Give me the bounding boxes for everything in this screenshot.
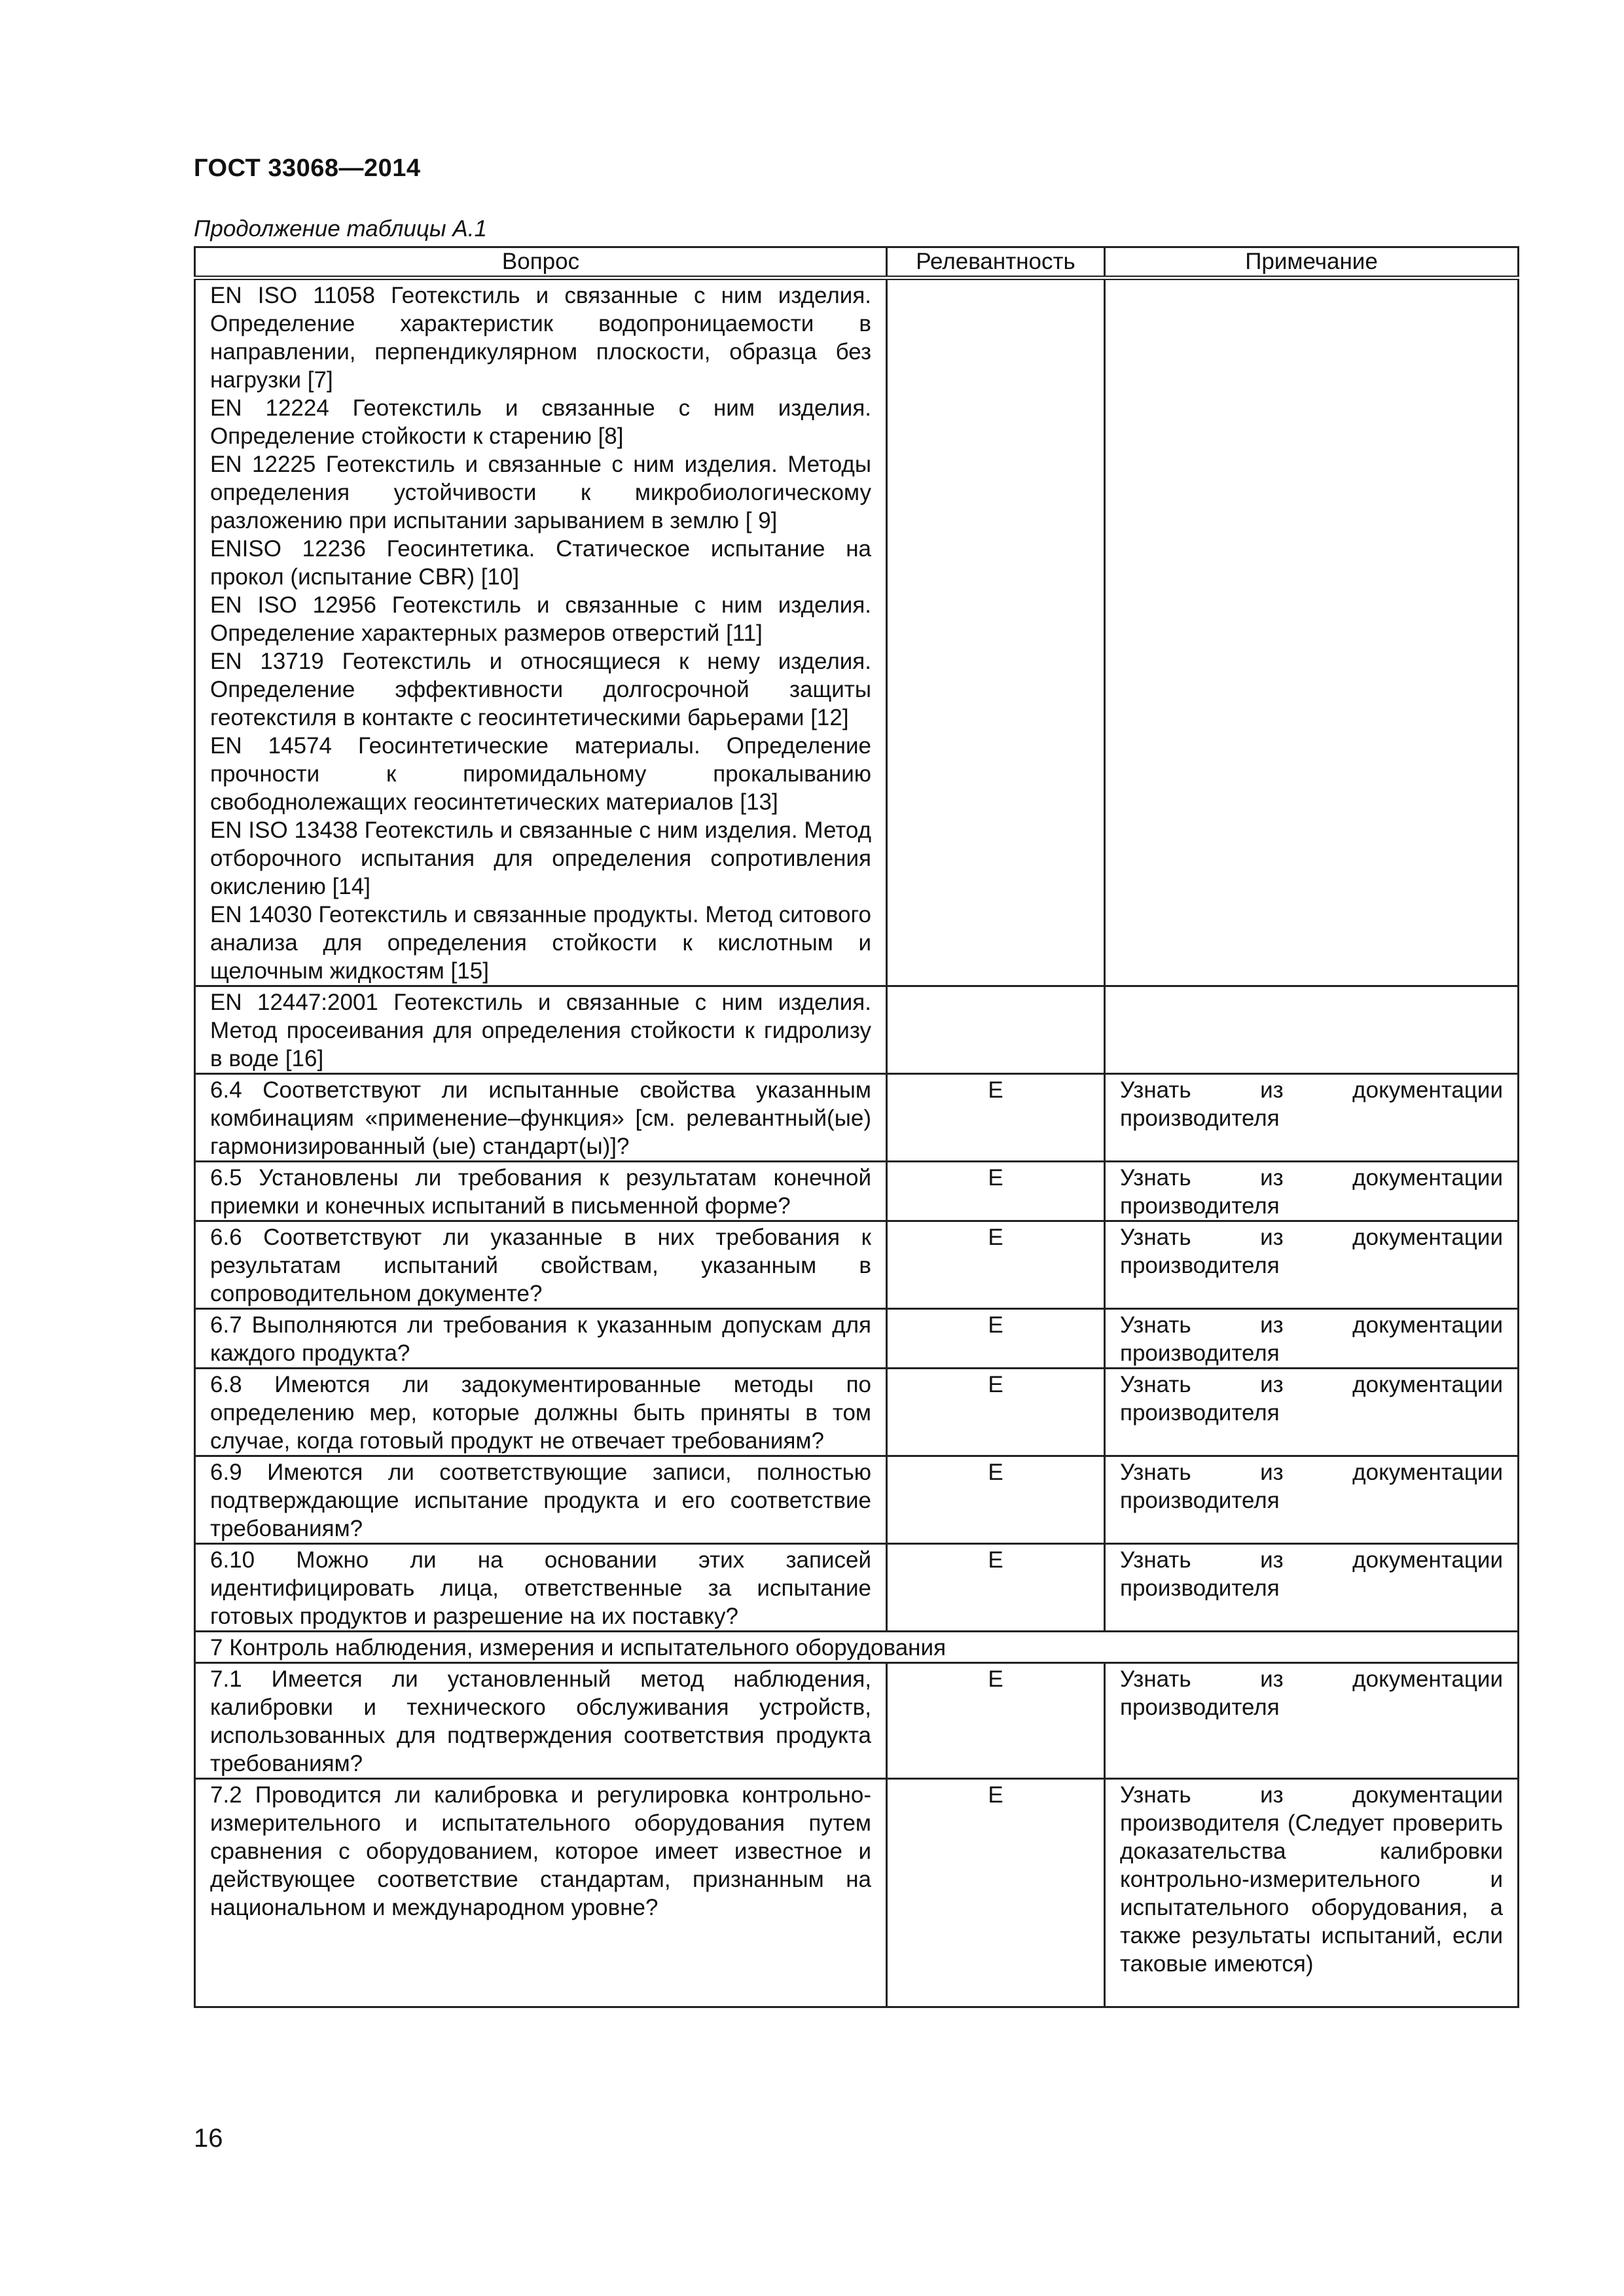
relevance-cell: E [887,1544,1105,1632]
standard-reference: EN 14030 Геотекстиль и связанные продукты. Метод ситового анализа для определения стойкости к кислотным и щелочным жидкостям [15] [210,902,871,984]
note-cell: Узнать из документации производителя [1105,1221,1519,1309]
note-cell: Узнать из документации производителя [1105,1369,1519,1456]
table-row [195,1779,1519,2007]
standard-reference: EN ISO 11058 Геотекстиль и связанные с ним изделия. Определение характеристик водопроницаемости в направлении, перпендикулярном плоскости, образца без нагрузки [7] [210,283,871,393]
question-cell: 7.2 Проводится ли калибровка и регулировка контрольно-измерительного и испытательного оборудования путем сравнения с оборудованием, которое имеет известное и действующее соответствие стандартам, признанным на национальном и международном уровне? [195,1779,887,2007]
relevance-cell: E [887,1162,1105,1221]
note-cell: Узнать из документации производителя [1105,1309,1519,1369]
question-cell: 6.4 Соответствуют ли испытанные свойства указанным комбинациям «применение–функция» [см. релевантный(ые) гармонизированный (ые) стандарт(ы)]? [195,1074,887,1162]
relevance-cell: E [887,1663,1105,1779]
column-header-question: Вопрос [195,247,887,278]
table-row [195,1309,1519,1369]
question-cell: 6.8 Имеются ли задокументированные методы по определению мер, которые должны быть приняты в том случае, когда готовый продукт не отвечает требованиям? [195,1369,887,1456]
table-row [195,1074,1519,1162]
standards-list-cell [195,278,887,986]
relevance-cell: E [887,1456,1105,1544]
table-row [195,1456,1519,1544]
checklist-table [194,246,1519,2008]
relevance-cell [887,986,1105,1074]
table-row-standard-single [195,986,1519,1074]
standard-reference: EN 14574 Геосинтетические материалы. Определение прочности к пиромидальному прокалыванию свободнолежащих геосинтетических материалов [13] [210,733,871,815]
question-cell: 6.6 Соответствуют ли указанные в них требования к результатам испытаний свойствам, указанным в сопроводительном документе? [195,1221,887,1309]
question-cell: 6.5 Установлены ли требования к результатам конечной приемки и конечных испытаний в письменной форме? [195,1162,887,1221]
note-cell: Узнать из документации производителя [1105,1074,1519,1162]
column-header-relevance: Релевантность [887,247,1105,278]
standard-reference: EN 12225 Геотекстиль и связанные с ним изделия. Методы определения устойчивости к микробиологическому разложению при испытании зарыванием в землю [ 9] [210,452,871,533]
standard-reference: EN ISO 12956 Геотекстиль и связанные с ним изделия. Определение характерных размеров отверстий [11] [210,592,871,646]
note-cell [1105,986,1519,1074]
table-row-standards [195,278,1519,986]
standard-reference: EN 12447:2001 Геотекстиль и связанные с ним изделия. Метод просеивания для определения стойкости к гидролизу в воде [16] [195,986,887,1074]
table-row [195,1663,1519,1779]
relevance-cell: E [887,1369,1105,1456]
note-cell: Узнать из документации производителя [1105,1544,1519,1632]
table-header-row [195,247,1519,278]
section-header-row [195,1632,1519,1663]
table-row [195,1369,1519,1456]
table-row [195,1221,1519,1309]
page-number: 16 [194,2124,223,2153]
column-header-note: Примечание [1105,247,1519,278]
document-code: ГОСТ 33068—2014 [194,154,421,182]
relevance-cell: E [887,1779,1105,2007]
section-title: 7 Контроль наблюдения, измерения и испытательного оборудования [195,1632,1519,1663]
note-cell: Узнать из документации производителя (Следует проверить доказательства калибровки контрольно-измерительного и испытательного оборудования, а также результаты испытаний, если таковые имеются) [1105,1779,1519,2007]
standard-reference: EN 12224 Геотекстиль и связанные с ним изделия. Определение стойкости к старению [8] [210,395,871,449]
question-cell: 6.9 Имеются ли соответствующие записи, полностью подтверждающие испытание продукта и его соответствие требованиям? [195,1456,887,1544]
note-cell: Узнать из документации производителя [1105,1663,1519,1779]
relevance-cell: E [887,1074,1105,1162]
relevance-cell [887,278,1105,986]
note-cell: Узнать из документации производителя [1105,1456,1519,1544]
relevance-cell: E [887,1221,1105,1309]
table-row [195,1544,1519,1632]
relevance-cell: E [887,1309,1105,1369]
note-cell [1105,278,1519,986]
standard-reference: EN ISO 13438 Геотекстиль и связанные с ним изделия. Метод отборочного испытания для определения сопротивления окислению [14] [210,817,871,899]
standard-reference: ENISO 12236 Геосинтетика. Статическое испытание на прокол (испытание CBR) [10] [210,536,871,590]
question-cell: 6.7 Выполняются ли требования к указанным допускам для каждого продукта? [195,1309,887,1369]
note-cell: Узнать из документации производителя [1105,1162,1519,1221]
standard-reference: EN 13719 Геотекстиль и относящиеся к нему изделия. Определение эффективности долгосрочной защиты геотекстиля в контакте с геосинтетическими барьерами [12] [210,649,871,730]
question-cell: 6.10 Можно ли на основании этих записей идентифицировать лица, ответственные за испытание готовых продуктов и разрешение на их поставку? [195,1544,887,1632]
table-row [195,1162,1519,1221]
table-caption: Продолжение таблицы А.1 [194,216,487,242]
question-cell: 7.1 Имеется ли установленный метод наблюдения, калибровки и технического обслуживания устройств, использованных для подтверждения соответствия продукта требованиям? [195,1663,887,1779]
